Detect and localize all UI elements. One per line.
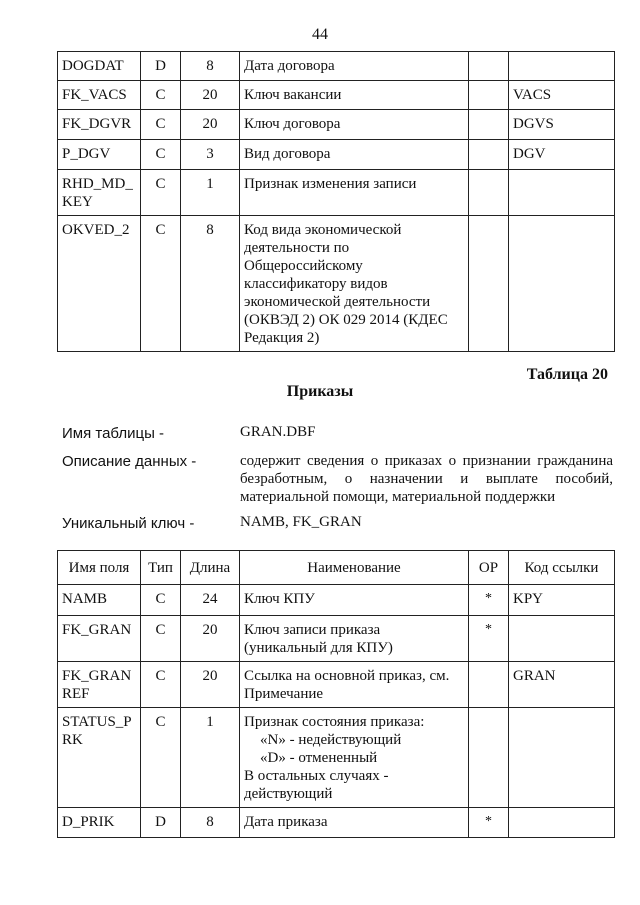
field-description: Вид договора <box>240 140 469 170</box>
field-name: P_DGV <box>58 140 141 170</box>
field-ref <box>509 808 615 838</box>
field-type: C <box>141 110 181 140</box>
field-length: 8 <box>181 216 240 352</box>
field-name: FK_GRAN <box>58 616 141 662</box>
field-description: Ссылка на основной приказ, см. Примечание <box>240 662 469 708</box>
field-description: Ключ вакансии <box>240 81 469 110</box>
field-type: C <box>141 585 181 616</box>
unique-key-label: Уникальный ключ - <box>62 515 195 532</box>
field-ref <box>509 170 615 216</box>
table-row <box>58 52 615 81</box>
table-row <box>58 585 615 616</box>
field-ref <box>509 616 615 662</box>
table-name-label: Имя таблицы - <box>62 425 165 442</box>
field-name: FK_GRAN REF <box>58 662 141 708</box>
field-op <box>469 140 509 170</box>
field-ref: DGVS <box>509 110 615 140</box>
field-ref <box>509 216 615 352</box>
table-row <box>58 708 615 808</box>
field-op <box>469 110 509 140</box>
field-ref: GRAN <box>509 662 615 708</box>
table-row <box>58 616 615 662</box>
field-length: 3 <box>181 140 240 170</box>
table-name-value: GRAN.DBF <box>240 424 316 440</box>
field-length: 20 <box>181 110 240 140</box>
field-type: C <box>141 81 181 110</box>
field-ref: VACS <box>509 81 615 110</box>
field-length: 20 <box>181 662 240 708</box>
header-op: ОР <box>469 551 509 585</box>
field-op <box>469 662 509 708</box>
field-type: C <box>141 616 181 662</box>
page-number: 44 <box>312 26 328 43</box>
field-length: 20 <box>181 81 240 110</box>
field-length: 8 <box>181 808 240 838</box>
field-ref <box>509 708 615 808</box>
field-name: FK_DGVR <box>58 110 141 140</box>
field-description: Дата приказа <box>240 808 469 838</box>
field-type: C <box>141 140 181 170</box>
header-ref: Код ссылки <box>509 551 615 585</box>
field-op: * <box>469 585 509 616</box>
table-title: Приказы <box>286 383 354 400</box>
field-ref: KPY <box>509 585 615 616</box>
header-name: Наименование <box>240 551 469 585</box>
field-ref <box>509 52 615 81</box>
field-name: DOGDAT <box>58 52 141 81</box>
field-description: Признак изменения записи <box>240 170 469 216</box>
table-row <box>58 808 615 838</box>
field-op <box>469 170 509 216</box>
field-type: C <box>141 708 181 808</box>
field-op: * <box>469 808 509 838</box>
field-length: 1 <box>181 170 240 216</box>
field-type: D <box>141 808 181 838</box>
field-op <box>469 708 509 808</box>
field-op <box>469 52 509 81</box>
table-row <box>58 170 615 216</box>
field-description: Ключ КПУ <box>240 585 469 616</box>
field-description: Дата договора <box>240 52 469 81</box>
table-row <box>58 662 615 708</box>
field-length: 24 <box>181 585 240 616</box>
field-name: OKVED_2 <box>58 216 141 352</box>
field-name: NAMB <box>58 585 141 616</box>
field-type: D <box>141 52 181 81</box>
header-field-name: Имя поля <box>58 551 141 585</box>
field-op: * <box>469 616 509 662</box>
header-type: Тип <box>141 551 181 585</box>
field-description: Ключ договора <box>240 110 469 140</box>
field-type: C <box>141 662 181 708</box>
field-length: 20 <box>181 616 240 662</box>
fields-table-continued <box>57 51 615 352</box>
table-row <box>58 140 615 170</box>
field-name: D_PRIK <box>58 808 141 838</box>
data-description-label: Описание данных - <box>62 453 197 470</box>
header-length: Длина <box>181 551 240 585</box>
table-row <box>58 81 615 110</box>
table-number: Таблица 20 <box>526 366 608 383</box>
field-name: STATUS_P RK <box>58 708 141 808</box>
data-description-value: содержит сведения о приказах о признании гражданина безработным, о назначении и выплате пособий, материальной помощи, материальной поддержки <box>240 453 613 505</box>
fields-table <box>57 550 615 838</box>
table-header-row <box>58 551 615 585</box>
field-description: Признак состояния приказа: «N» - недействующий «D» - отмененный В остальных случаях - действующий <box>240 708 469 808</box>
field-op <box>469 216 509 352</box>
field-type: C <box>141 170 181 216</box>
field-description: Ключ записи приказа (уникальный для КПУ) <box>240 616 469 662</box>
field-type: C <box>141 216 181 352</box>
unique-key-value: NAMB, FK_GRAN <box>240 514 362 530</box>
field-op <box>469 81 509 110</box>
field-ref: DGV <box>509 140 615 170</box>
field-description: Код вида экономической деятельности по Общероссийскому классификатору видов экономической деятельности (ОКВЭД 2) ОК 029 2014 (КДЕС Редакция 2) <box>240 216 469 352</box>
field-name: RHD_MD_ KEY <box>58 170 141 216</box>
table-row <box>58 216 615 352</box>
field-name: FK_VACS <box>58 81 141 110</box>
field-length: 8 <box>181 52 240 81</box>
field-length: 1 <box>181 708 240 808</box>
table-row <box>58 110 615 140</box>
